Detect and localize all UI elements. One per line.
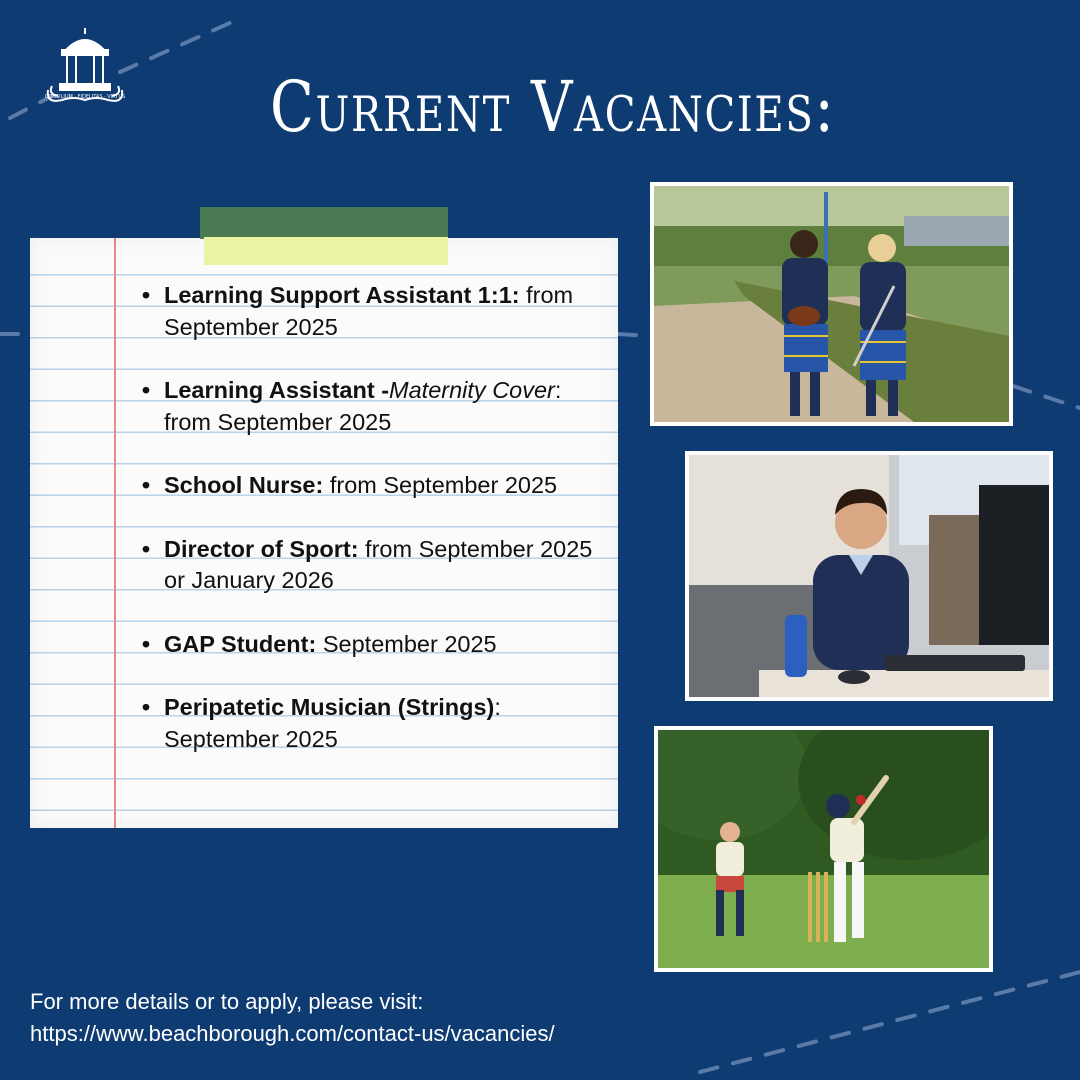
vacancy-item: • Learning Support Assistant 1:1: from September 2025 bbox=[141, 282, 574, 340]
vacancy-item: • School Nurse: from September 2025 bbox=[141, 472, 558, 498]
school-crest-logo bbox=[44, 24, 126, 112]
cricket-match-photo bbox=[654, 726, 993, 972]
vacancy-item: • Peripatetic Musician (Strings): September 2025 bbox=[141, 694, 501, 752]
svg-text:CONSILIUM · FIDELITAS · VIRTUS: CONSILIUM · FIDELITAS · VIRTUS bbox=[44, 94, 126, 100]
pupils-with-instruments-photo bbox=[650, 182, 1013, 426]
vacancy-item: • Director of Sport: from September 2025 or January 2026 bbox=[141, 535, 593, 593]
vacancy-item: • Learning Assistant -Maternity Cover: from September 2025 bbox=[141, 377, 562, 435]
vacancy-list bbox=[141, 280, 610, 787]
vacancies-notepad bbox=[30, 238, 618, 828]
washi-tape bbox=[200, 207, 448, 265]
vacancies-url-link[interactable]: https://www.beachborough.com/contact-us/vacancies/ bbox=[30, 1021, 555, 1046]
pupil-at-computer-photo bbox=[685, 451, 1053, 701]
footer-text: For more details or to apply, please visit: bbox=[30, 989, 424, 1014]
page-title: Current Vacancies: bbox=[270, 66, 836, 148]
vacancy-item: • GAP Student: September 2025 bbox=[141, 630, 497, 657]
footer-contact bbox=[30, 986, 1030, 1050]
